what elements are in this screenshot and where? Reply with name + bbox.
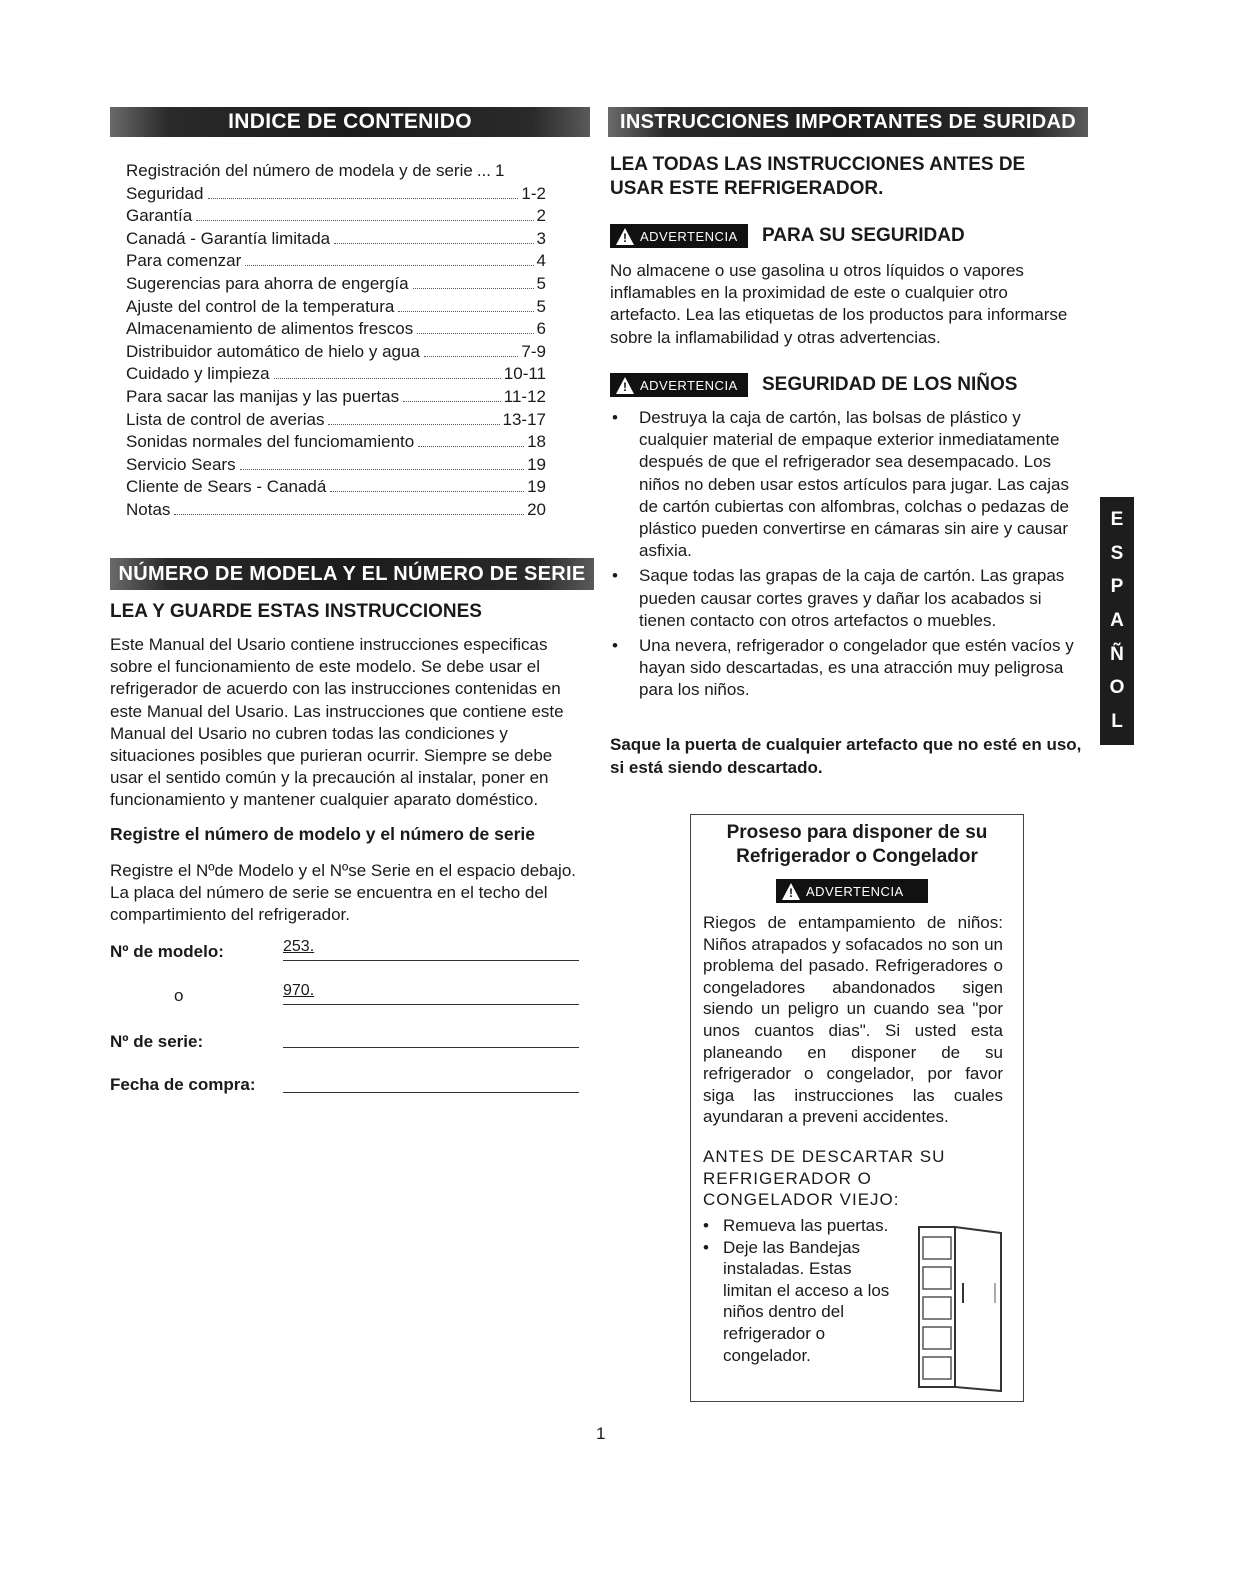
toc-entry-page: 3 [536,228,546,248]
toc-leader: ... [476,161,491,180]
disposal-list [703,1215,898,1366]
toc-entry [126,318,546,341]
toc-entry-page: 1-2 [521,183,546,203]
toc-entry-title: Lista de control de averias [126,409,325,429]
list-item-text: Una nevera, refrigerador o congelador que estén vacíos y hayan sido descartadas, es una atracción muy peligrosa para los niños. [639,636,1074,700]
toc-entry [126,160,546,183]
purchase-date-label: Fecha de compra: [110,1075,256,1094]
register-heading: Registre el número de modelo y el número de serie [110,824,535,844]
toc-leader [417,333,533,334]
toc-entry-page: 19 [527,454,546,474]
toc-leader [413,288,534,289]
toc-leader [208,198,519,199]
disposal-body: Riegos de entampamiento de niños: Niños atrapados y sofacados no son un problema del pasado. Refrigeradores o congeladores abandonados sigen siendo un peligro un cuando sea "por unos cuantos dias". Si usted esta planeando en disponer de su refrigerador o congelador, por favor siga las instrucciones las cuales ayundaran a preveni accidentes. [703,913,1003,1127]
register-paragraph: Registre el Nºde Modelo y el Nºse Serie en el espacio debajo. La placa del número de serie se encuentra en el techo del compartimiento del refrigerador. [110,861,577,925]
toc-entry [126,431,546,454]
side-tab-letter: A [1110,609,1124,631]
toc-leader [330,491,524,492]
side-tab-letter: O [1109,677,1125,699]
open-refrigerator-icon [917,1223,1003,1393]
toc-entry-title: Para comenzar [126,251,242,271]
warning-triangle-icon: ! [616,377,634,394]
language-side-tab [1100,497,1134,745]
list-item [610,565,1088,632]
toc-entry-page: 20 [527,499,546,519]
warning-badge [776,879,928,903]
model-serial-banner [110,558,594,590]
toc-entry [126,363,546,386]
warning-badge [610,373,748,397]
toc-leader [240,469,524,470]
list-item-text: Destruya la caja de cartón, las bolsas de plástico y cualquier material de empaque exterior inmediatamente después de que el refrigerador sea desempacado. Los niños no deben usar estos artículos para jugar. Las cajas de cartón cubiertas con alfombras, colchas o pedazas de plástico pueden convertirse en cámaras sin aire y causar asfixia. [639,408,1069,561]
toc-entry-page: 19 [527,477,546,497]
toc-entry-title: Ajuste del control de la temperatura [126,296,395,316]
toc-leader [274,378,501,379]
for-safety-heading: PARA SU SEGURIDAD [762,225,965,246]
toc-entry-page: 4 [536,251,546,271]
toc-leader [403,401,501,402]
toc-entry-page: 10-11 [503,364,546,384]
toc-entry-title: Seguridad [126,183,204,203]
toc-entry-title: Servicio Sears [126,454,236,474]
side-tab-letter: Ñ [1110,643,1124,665]
toc-entry-page: 5 [536,273,546,293]
toc-entry [126,250,546,273]
toc-entry-title: Cuidado y limpieza [126,364,270,384]
warning-badge-label: ADVERTENCIA [640,377,738,393]
toc-entry-title: Registración del número de modela y de serie [126,161,473,180]
bullet-icon: • [612,636,618,656]
list-item [703,1237,898,1367]
model-number-label: Nº de modelo: [110,942,224,961]
toc-entry-title: Almacenamiento de alimentos frescos [126,319,414,339]
toc-leader [424,356,519,357]
safety-banner-title: INSTRUCCIONES IMPORTANTES DE SURIDAD [619,110,1076,133]
toc-entry-title: Sugerencias para ahorra de engergía [126,273,409,293]
toc-entry [126,476,546,499]
list-item-text: Saque todas las grapas de la caja de cartón. Las grapas pueden causar cortes graves y dañar los acabados si tienen contacto con otros artefactos o muebles. [639,566,1065,630]
toc-entry [126,341,546,364]
bullet-icon: • [612,408,618,427]
list-item [703,1215,898,1237]
disposal-title: Proseso para disponer de su Refrigerador o Congelador [726,822,988,867]
read-all-heading: LEA TODAS LAS INSTRUCCIONES ANTES DE USAR ESTE REFRIGERADOR. [610,154,1026,199]
toc-entry [126,183,546,206]
safety-paragraph: No almacene o use gasolina u otros líquidos o vapores inflamables en la proximidad de este o cualquier otro artefacto. Lea las etiquetas de los productos para informarse sobre la inflamabilidad y otras advertencias. [610,261,1068,347]
side-tab-letter: P [1110,576,1124,598]
toc-entry-page: 6 [536,319,546,339]
toc-leader [196,220,533,221]
toc-entry-page: 11-12 [503,386,546,406]
toc-entry-title: Sonidas normales del funciomamiento [126,432,415,452]
warning-badge [610,224,748,248]
toc-entry-page: 2 [536,206,546,226]
toc-entry [126,499,546,522]
toc-entry-page: 5 [536,296,546,316]
model-number-field[interactable]: 253. [283,938,579,961]
toc-entry-title: Cliente de Sears - Canadá [126,477,327,497]
side-tab-letter: L [1111,711,1123,733]
toc-entry-title: Notas [126,499,171,519]
toc-entry-page: 13-17 [502,409,546,429]
toc-entry-title: Para sacar las manijas y las puertas [126,386,400,406]
read-keep-heading: LEA Y GUARDE ESTAS INSTRUCCIONES [110,601,482,622]
toc-leader [334,243,533,244]
toc-leader [245,265,533,266]
list-item [610,407,1088,562]
toc-leader [174,514,524,515]
toc-entry [126,386,546,409]
toc-entry [126,205,546,228]
side-tab-letter: E [1110,508,1124,530]
toc-entry-title: Garantía [126,206,193,226]
side-tab-letter: S [1110,542,1124,564]
bullet-icon: • [703,1237,709,1257]
toc-entry-title: Canadá - Garantía limitada [126,228,331,248]
serial-number-field[interactable] [283,1025,579,1048]
toc-leader [398,311,533,312]
model-serial-banner-title: NÚMERO DE MODELA Y EL NÚMERO DE SERIE [118,562,586,585]
warning-triangle-icon: ! [616,228,634,245]
warning-triangle-icon: ! [782,883,800,900]
toc-entry [126,273,546,296]
warning-badge-label: ADVERTENCIA [806,883,904,899]
alt-model-number-field[interactable]: 970. [283,982,579,1005]
toc-entry [126,409,546,432]
disposal-box [690,814,1024,1402]
list-item-text: Remueva las puertas. [723,1216,889,1235]
bullet-icon: • [703,1216,709,1235]
children-safety-heading: SEGURIDAD DE LOS NIÑOS [762,374,1018,395]
toc-entry-page: 18 [527,432,546,452]
toc-leader [328,424,499,425]
disposal-caps-heading: ANTES DE DESCARTAR SU REFRIGERADOR O CONGELADOR VIEJO: [703,1147,946,1210]
list-item [610,635,1088,702]
index-banner-title: INDICE DE CONTENIDO [228,110,472,133]
toc-entry [126,228,546,251]
toc-entry-page: 1 [494,161,505,180]
toc-entry [126,296,546,319]
warning-badge-label: ADVERTENCIA [640,228,738,244]
list-item-text: Deje las Bandejas instaladas. Estas limitan el acceso a los niños dentro del refrigerador o congelador. [723,1237,890,1365]
index-banner [110,107,590,137]
toc-entry [126,454,546,477]
manual-paragraph: Este Manual del Usario contiene instrucciones especificas sobre el funcionamiento de este modelo. Se debe usar el refrigerador de acuerdo con las instrucciones contenidas en este Manual del Usario. Las instrucciones que contiene este Manual del Usario no cubren todas las condiciones y situaciones posibles que purieran ocurrir. Siempre se debe usar el sentido común y la precaución al instalar, poner en funcionamiento y mantener cualquier aparato doméstico. [110,635,564,810]
door-removal-warning: Saque la puerta de cualquier artefacto que no esté en uso, si está siendo descartado. [610,735,1082,777]
toc-entry-title: Distribuidor automático de hielo y agua [126,341,420,361]
bullet-icon: • [612,566,618,586]
children-safety-list [610,407,1088,705]
safety-banner [608,107,1088,137]
table-of-contents [126,160,546,522]
purchase-date-field[interactable] [283,1070,579,1093]
toc-entry-page: 7-9 [521,341,546,361]
page-number: 1 [596,1424,606,1443]
toc-leader [418,446,524,447]
or-label: o [174,986,184,1005]
serial-number-label: Nº de serie: [110,1032,204,1051]
